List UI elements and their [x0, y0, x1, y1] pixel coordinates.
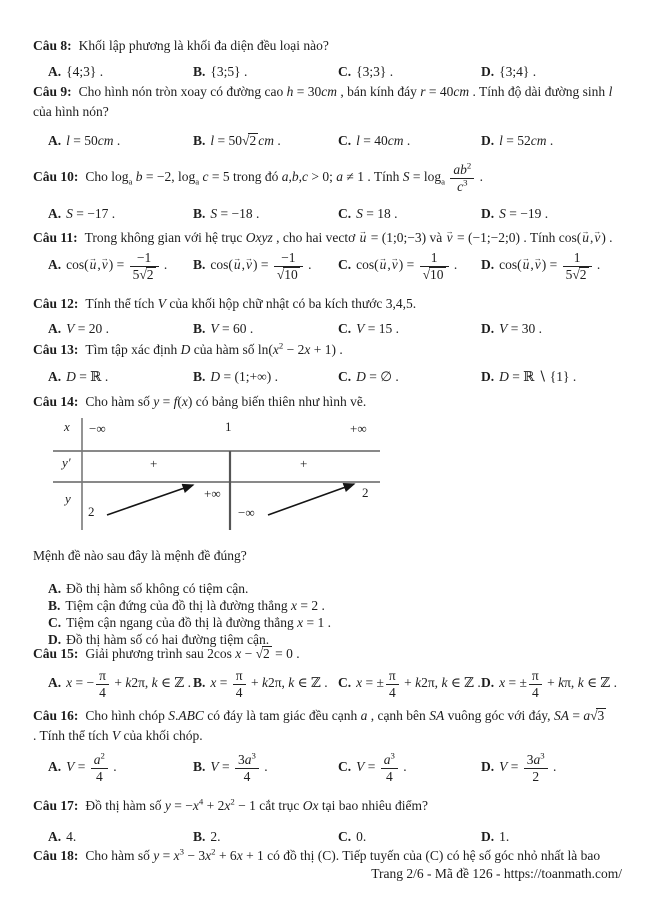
question-14-statement: Mệnh đề nào sau đây là mệnh đề đúng?	[33, 548, 247, 563]
question-10	[33, 162, 633, 194]
option-key: D.	[481, 321, 495, 336]
option-text: x = − $\frac{\pi}{4}$ + k2π, k ∈ ℤ .	[66, 668, 191, 700]
option-c	[338, 752, 481, 784]
option-a	[48, 668, 193, 700]
question-text: Cho hình chóp S.ABC có đáy là tam giác đều cạnh a , cạnh bên SA vuông góc với đáy, SA = a√3 . Tính thể tích V của khối chóp.	[33, 708, 605, 743]
option-text: l = 40cm .	[356, 133, 411, 148]
question-number: Câu 14:	[33, 394, 79, 409]
y-end-value: 2	[362, 485, 369, 500]
option-key: A.	[48, 369, 62, 384]
question-text: Trong không gian với hệ trục Oxyz , cho hai vectơ u → = (1;0;−3) và v → = (−1;−2;0) . Tính cos(u →,v →) .	[85, 230, 613, 245]
option-text: 1.	[499, 829, 510, 844]
question-9	[33, 82, 633, 122]
option-b	[48, 597, 608, 614]
question-13	[33, 340, 633, 360]
question-text: Tính thể tích V của khối hộp chữ nhật có ba kích thước 3,4,5.	[85, 296, 417, 311]
option-text: D = ℝ ∖ {1} .	[499, 369, 577, 384]
option-text: D = ∅ .	[356, 369, 399, 384]
option-key: A.	[48, 321, 62, 336]
option-b	[193, 827, 338, 847]
question-text: Cho hàm số $y = x^3 - 3x^2 + 6x + 1$ có đồ thị (C). Tiếp tuyến của (C) có hệ số góc nhỏ nhất là bao	[85, 846, 601, 863]
option-a	[48, 580, 608, 597]
question-number: Câu 13:	[33, 342, 79, 357]
option-c	[338, 62, 481, 82]
option-text: x = ± $\frac{\pi}{4}$ + kπ, k ∈ ℤ .	[499, 668, 618, 700]
option-d	[481, 204, 626, 224]
option-key: B.	[193, 759, 206, 775]
option-text: V = 30 .	[499, 321, 542, 336]
question-18	[33, 846, 633, 866]
option-b	[193, 668, 338, 700]
sign-right: +	[300, 456, 308, 471]
option-text: cos(u →,v →) = $\frac{-1}{5√2}$ .	[66, 257, 167, 272]
option-text: S = −18 .	[210, 206, 260, 221]
option-text: l = 52cm .	[499, 133, 554, 148]
question-16	[33, 706, 633, 746]
option-key: A.	[48, 257, 62, 273]
option-text: {3;4} .	[499, 64, 537, 79]
option-c	[338, 131, 481, 151]
option-key: A.	[48, 759, 62, 775]
x-row-label: x	[64, 419, 70, 434]
option-d	[481, 250, 626, 282]
option-text: cos(u →,v →) = $\frac{1}{5√2}$ .	[499, 257, 600, 272]
option-key: D.	[481, 133, 495, 148]
question-8	[33, 36, 633, 56]
question-number: Câu 18:	[33, 848, 79, 863]
option-b	[193, 204, 338, 224]
x-mid-value: 1	[225, 419, 232, 434]
option-text: D = ℝ .	[66, 369, 109, 384]
option-key: C.	[338, 369, 352, 384]
option-a	[48, 62, 193, 82]
question-13-options	[48, 367, 626, 387]
option-key: B.	[48, 598, 61, 613]
x-left-value: −∞	[89, 421, 106, 436]
option-text: S = −19 .	[499, 206, 549, 221]
option-key: D.	[481, 675, 495, 691]
option-key: C.	[338, 321, 352, 336]
question-number: Câu 9:	[33, 84, 72, 99]
question-text: Cho $\log_a b = -2$, $\log_a c = 5$ trong đó a,b,c > 0; a ≠ 1 . Tính $S = \log_a$ $\frac{ab^2}{c^3}$ .	[85, 160, 483, 194]
option-text: cos(u →,v →) = $\frac{-1}{√10}$ .	[210, 257, 311, 272]
question-number: Câu 15:	[33, 646, 79, 661]
option-d	[481, 668, 626, 700]
option-text: l = 50cm .	[66, 133, 121, 148]
option-text: {3;5} .	[210, 64, 248, 79]
option-key: D.	[481, 257, 495, 273]
question-number: Câu 10:	[33, 169, 79, 185]
option-key: C.	[338, 133, 352, 148]
option-c	[338, 319, 481, 339]
option-key: D.	[481, 64, 495, 79]
option-key: C.	[338, 257, 352, 273]
option-text: Đồ thị hàm số có hai đường tiệm cận.	[66, 632, 270, 647]
option-key: B.	[193, 206, 206, 221]
option-key: C.	[338, 64, 352, 79]
option-key: B.	[193, 829, 206, 844]
option-a	[48, 131, 193, 151]
question-number: Câu 8:	[33, 38, 72, 53]
option-text: l = 50√2 cm .	[210, 133, 281, 148]
question-17-options	[48, 827, 626, 847]
option-b	[193, 250, 338, 282]
question-8-options	[48, 62, 626, 82]
question-17	[33, 796, 633, 816]
option-key: C.	[338, 829, 352, 844]
option-b	[193, 62, 338, 82]
question-text: Tìm tập xác định D của hàm số $\ln(x^2 - 2x + 1)$ .	[85, 340, 343, 357]
option-b	[193, 752, 338, 784]
option-d	[481, 367, 626, 387]
question-15	[33, 644, 633, 664]
option-text: 0.	[356, 829, 367, 844]
question-text: Cho hàm số y = f(x) có bảng biến thiên như hình vẽ.	[85, 394, 367, 409]
option-key: A.	[48, 206, 62, 221]
option-text: x = $\frac{\pi}{4}$ + k2π, k ∈ ℤ .	[210, 668, 328, 700]
option-text: cos(u →,v →) = $\frac{1}{√10}$ .	[356, 257, 457, 272]
option-a	[48, 204, 193, 224]
option-key: B.	[193, 133, 206, 148]
question-number: Câu 11:	[33, 230, 78, 245]
question-text: Giải phương trình sau 2cos x − √2 = 0 .	[85, 646, 300, 661]
option-key: A.	[48, 675, 62, 691]
option-text: V = 20 .	[66, 321, 109, 336]
option-key: C.	[338, 206, 352, 221]
y-limit-left: +∞	[204, 486, 221, 501]
option-b	[193, 367, 338, 387]
option-text: V = $\frac{3a^3}{4}$ .	[210, 750, 268, 784]
option-text: V = $\frac{3a^3}{2}$ .	[499, 750, 557, 784]
x-right-value: +∞	[350, 421, 367, 436]
option-c	[338, 668, 481, 700]
option-key: C.	[338, 759, 352, 775]
option-key: B.	[193, 64, 206, 79]
option-key: B.	[193, 675, 206, 691]
option-key: D.	[481, 206, 495, 221]
increase-arrow-right	[268, 484, 354, 515]
option-d	[481, 319, 626, 339]
option-key: C.	[48, 615, 62, 630]
option-key: D.	[481, 369, 495, 384]
option-key: B.	[193, 257, 206, 273]
option-text: V = $\frac{a^3}{4}$ .	[356, 750, 407, 784]
increase-arrow-left	[107, 485, 193, 515]
option-d	[481, 752, 626, 784]
option-c	[48, 614, 608, 631]
option-text: {4;3} .	[66, 64, 104, 79]
option-d	[481, 827, 626, 847]
question-number: Câu 17:	[33, 798, 79, 813]
option-a	[48, 250, 193, 282]
option-text: V = $\frac{a^2}{4}$ .	[66, 750, 117, 784]
option-key: D.	[48, 632, 62, 647]
option-a	[48, 319, 193, 339]
question-12-options	[48, 319, 626, 339]
question-number: Câu 12:	[33, 296, 79, 311]
question-text: Đồ thị hàm số $y = -x^4 + 2x^2 - 1$ cắt trục Ox tại bao nhiêu điểm?	[85, 796, 428, 813]
option-text: Tiệm cận đứng của đồ thị là đường thẳng x = 2 .	[65, 598, 325, 613]
option-text: D = (1;+∞) .	[210, 369, 278, 384]
question-10-options	[48, 204, 626, 224]
option-a	[48, 827, 193, 847]
option-b	[193, 319, 338, 339]
footer-page-info-link[interactable]: Trang 2/6 - Mã đề 126 - https://toanmath.com/	[371, 866, 622, 881]
question-text: Khối lập phương là khối đa diện đều loại nào?	[78, 38, 329, 53]
option-text: Đồ thị hàm số không có tiệm cận.	[66, 581, 249, 596]
variation-table	[53, 418, 383, 532]
option-d	[481, 131, 626, 151]
y-row-label: y	[65, 491, 71, 506]
option-text: 2.	[210, 829, 221, 844]
question-9-options	[48, 131, 626, 151]
option-key: A.	[48, 581, 62, 596]
page-footer	[371, 864, 622, 884]
option-text: S = 18 .	[356, 206, 398, 221]
question-15-options	[48, 668, 626, 700]
question-12	[33, 294, 633, 314]
option-text: S = −17 .	[66, 206, 116, 221]
option-key: A.	[48, 829, 62, 844]
option-key: A.	[48, 133, 62, 148]
y-start-value: 2	[88, 504, 95, 519]
option-c	[338, 204, 481, 224]
sign-left: +	[150, 456, 158, 471]
option-text: 4.	[66, 829, 77, 844]
option-key: A.	[48, 64, 62, 79]
option-text: x = ± $\frac{\pi}{4}$ + k2π, k ∈ ℤ .	[356, 668, 481, 700]
option-b	[193, 131, 338, 151]
option-key: C.	[338, 675, 352, 691]
dy-row-label: y′	[62, 455, 71, 470]
option-text: Tiệm cận ngang của đồ thị là đường thẳng x = 1 .	[66, 615, 332, 630]
option-a	[48, 367, 193, 387]
question-text: Cho hình nón tròn xoay có đường cao h = 30cm , bán kính đáy r = 40cm . Tính độ dài đường sinh l của hình nón?	[33, 84, 613, 119]
option-d	[481, 62, 626, 82]
question-11-options	[48, 250, 626, 282]
question-14-choices	[48, 580, 608, 648]
option-c	[338, 250, 481, 282]
option-text: {3;3} .	[356, 64, 394, 79]
question-11	[33, 228, 633, 248]
option-key: D.	[481, 829, 495, 844]
y-limit-right: −∞	[238, 505, 255, 520]
option-text: V = 15 .	[356, 321, 399, 336]
option-c	[338, 827, 481, 847]
option-a	[48, 752, 193, 784]
option-text: V = 60 .	[210, 321, 254, 336]
question-number: Câu 16:	[33, 708, 79, 723]
option-c	[338, 367, 481, 387]
option-key: D.	[481, 759, 495, 775]
question-14	[33, 392, 633, 412]
option-key: B.	[193, 321, 206, 336]
question-16-options	[48, 752, 626, 784]
option-key: B.	[193, 369, 206, 384]
